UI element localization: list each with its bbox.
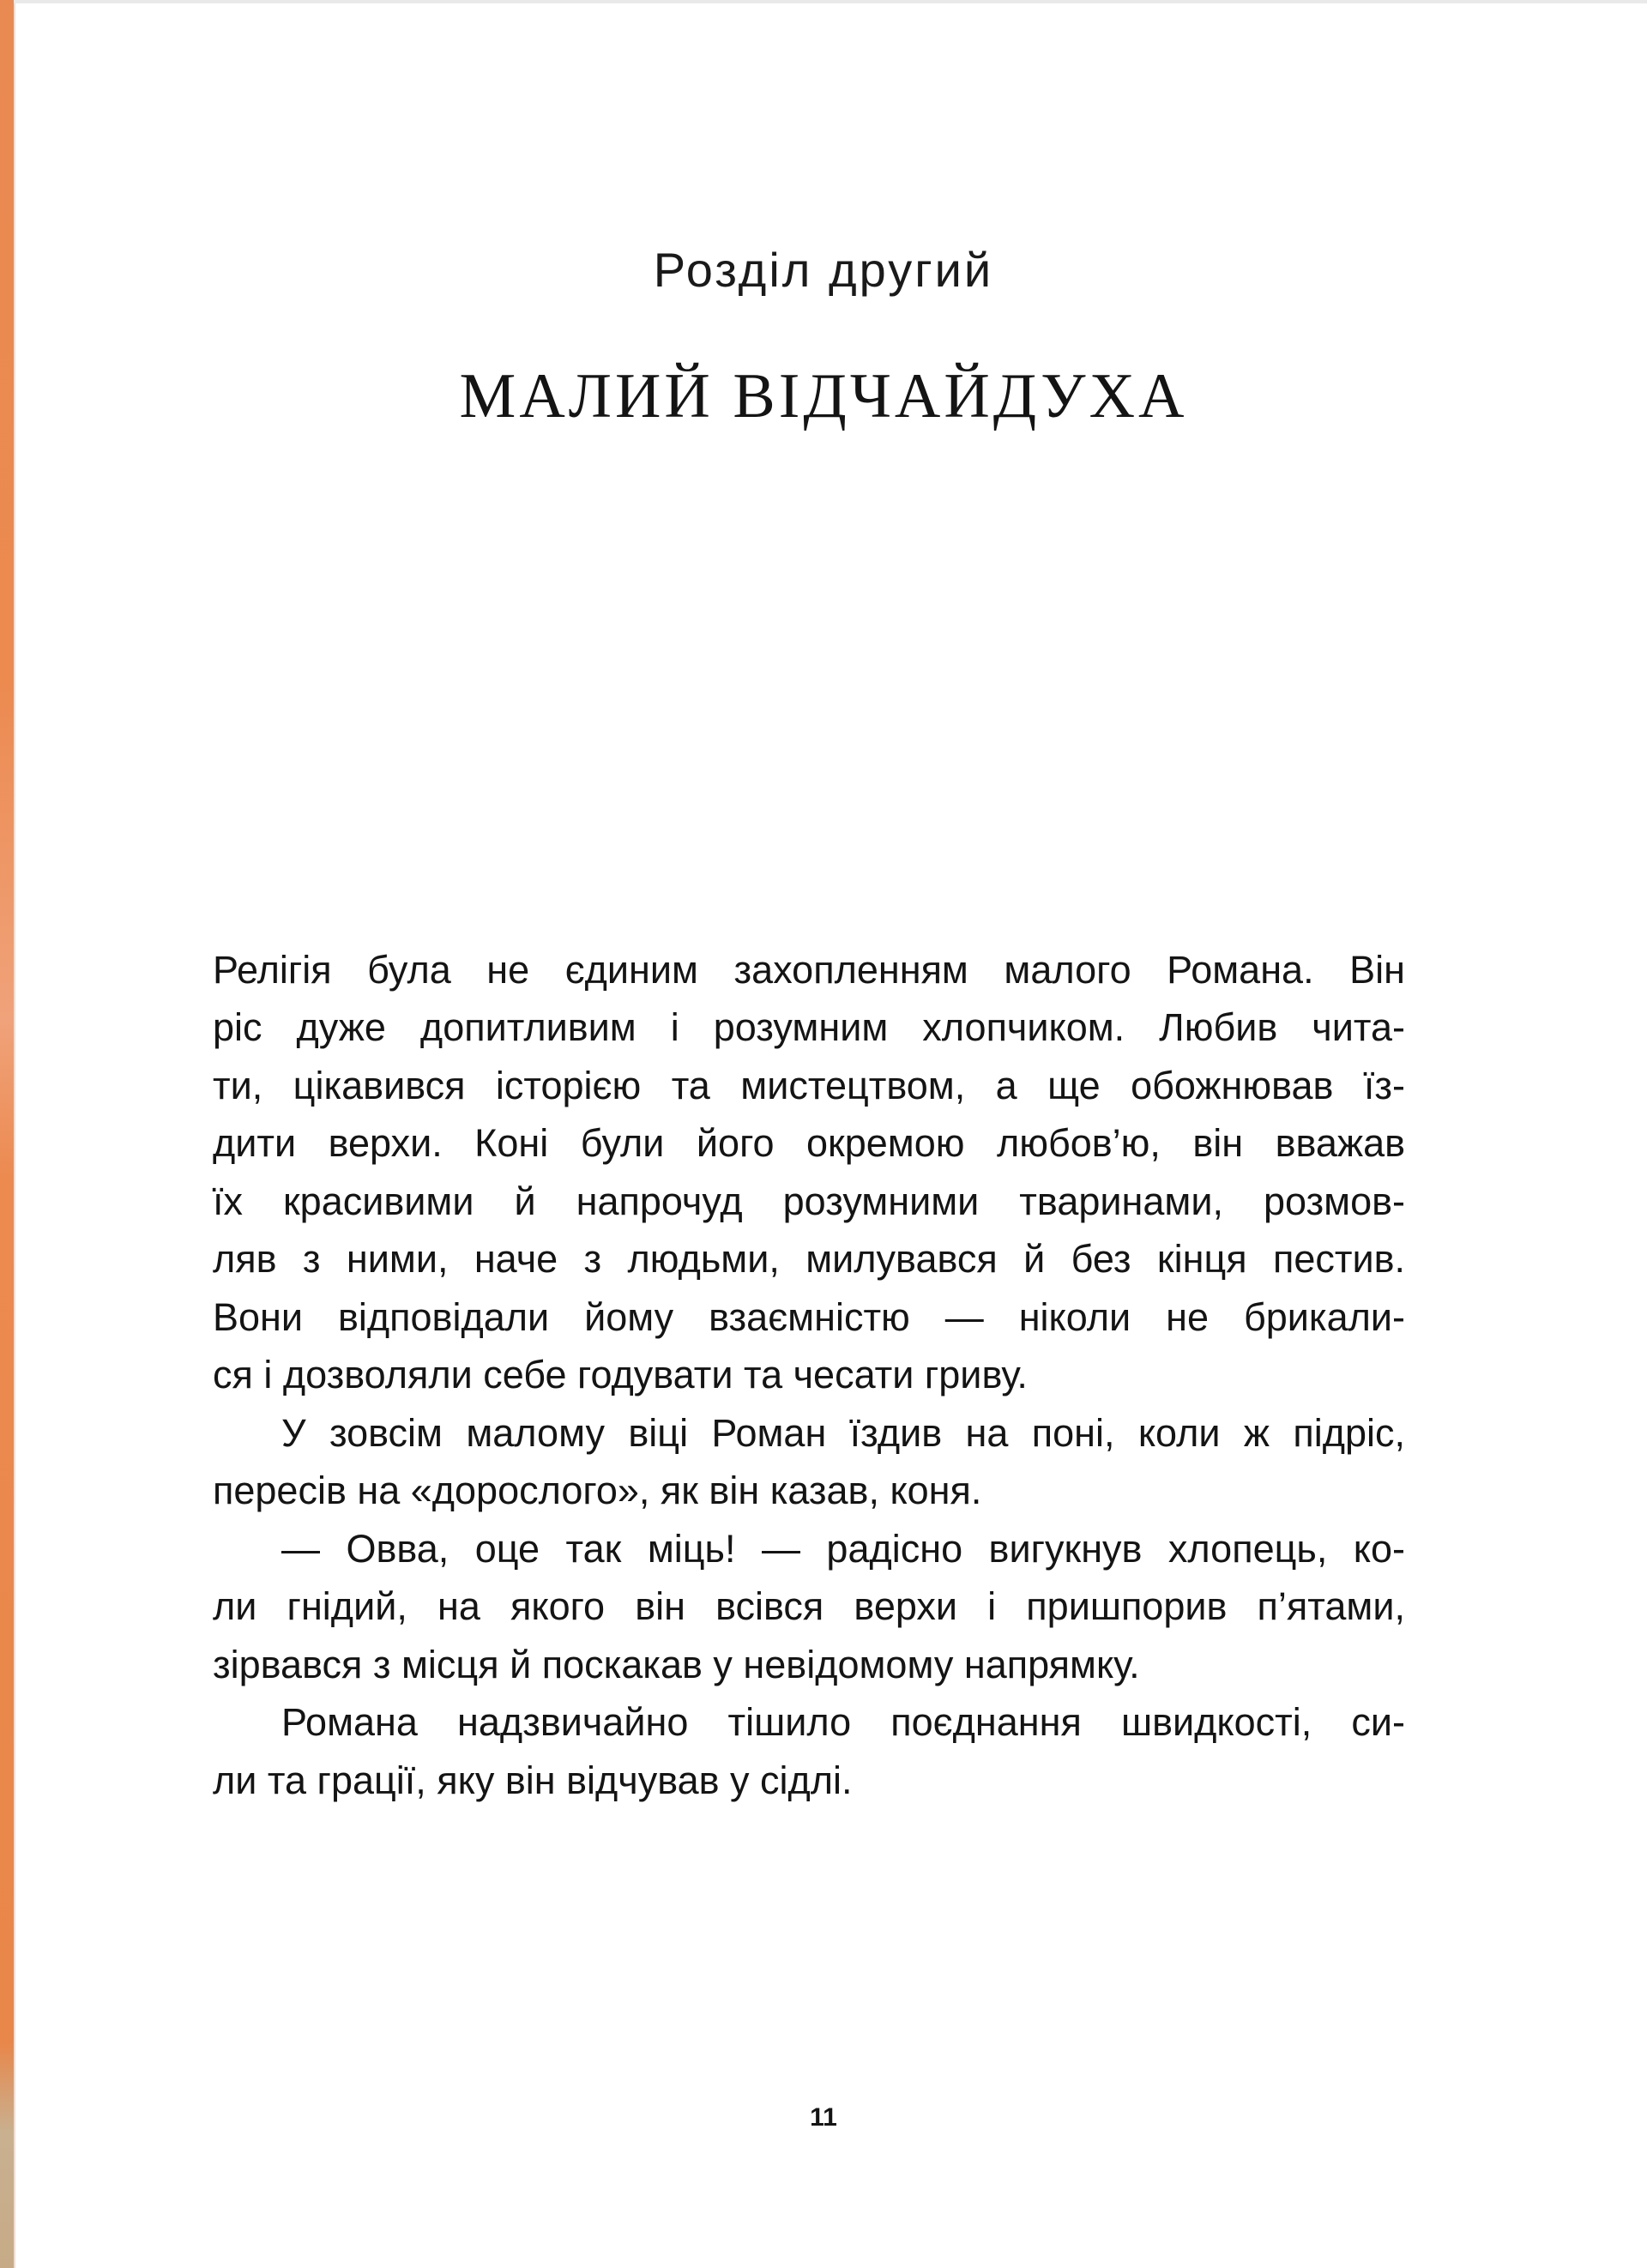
cover-edge-strip bbox=[0, 0, 14, 2268]
text-line: ти, цікавився історією та мистецтвом, а ще обожнював їз- bbox=[213, 1063, 1405, 1107]
text-line: їх красивими й напрочуд розумними тваринами, розмов- bbox=[213, 1179, 1405, 1223]
text-line: ли та грації, яку він відчував у сідлі. bbox=[213, 1758, 853, 1802]
text-line: дити верхи. Коні були його окремою любов’ю, він вважав bbox=[213, 1121, 1405, 1166]
page-number: 11 bbox=[810, 2103, 837, 2132]
body-text bbox=[213, 947, 1405, 1815]
text-line: ріс дуже допитливим і розумним хлопчиком. Любив чита- bbox=[213, 1005, 1405, 1050]
text-line: — Овва, оце так міць! — радісно вигукнув хлопець, ко- bbox=[281, 1526, 1405, 1571]
text-line: ли гнідий, на якого він всівся верхи і пришпорив п’ятами, bbox=[213, 1584, 1405, 1629]
text-line: пересів на «дорослого», як він казав, коня. bbox=[213, 1469, 982, 1513]
chapter-label: Розділ другий bbox=[653, 243, 994, 297]
text-line: Вони відповідали йому взаємністю — ніколи не брикали- bbox=[213, 1294, 1405, 1339]
text-line: ся і дозволяли себе годувати та чесати гриву. bbox=[213, 1353, 1028, 1397]
text-line: Релігія була не єдиним захопленням малого Романа. Він bbox=[213, 948, 1405, 992]
text-line: Романа надзвичайно тішило поєднання швидкості, си- bbox=[281, 1700, 1405, 1745]
text-line: ляв з ними, наче з людьми, милувався й без кінця пестив. bbox=[213, 1237, 1405, 1282]
page-fold-line bbox=[14, 0, 15, 2268]
text-line: У зовсім малому віці Роман їздив на поні, коли ж підріс, bbox=[281, 1410, 1405, 1455]
page-top-border bbox=[14, 0, 1647, 3]
chapter-title: МАЛИЙ ВІДЧАЙДУХА bbox=[459, 361, 1188, 431]
text-line: зірвався з місця й поскакав у невідомому напрямку. bbox=[213, 1642, 1140, 1686]
